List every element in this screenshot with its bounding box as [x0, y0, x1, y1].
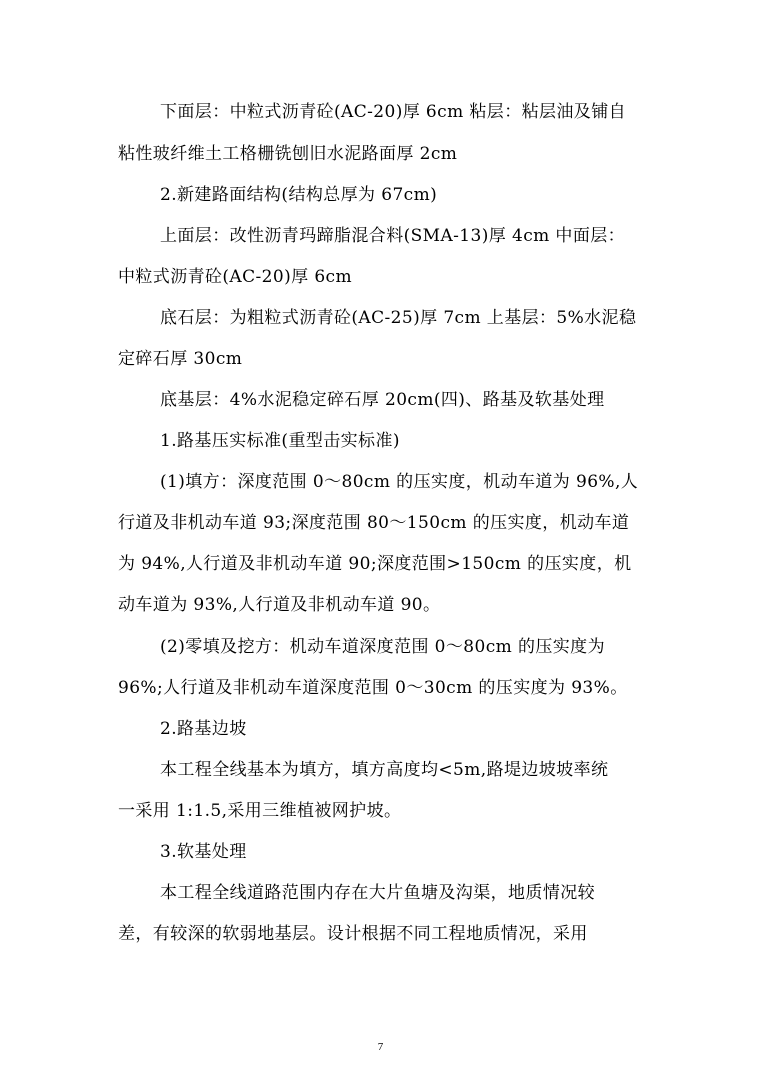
page-number: 7 [377, 1041, 384, 1053]
section-heading: 3.软基处理 [160, 842, 247, 862]
text-line: 为 94%,人行道及非机动车道 90;深度范围>150cm 的压实度，机 [118, 554, 632, 574]
text-line: 差，有较深的软弱地基层。设计根据不同工程地质情况，采用 [118, 924, 588, 944]
text-line: 定碎石厚 30cm [118, 349, 243, 369]
section-heading: 1.路基压实标准(重型击实标准) [160, 431, 400, 451]
text-line: 本工程全线基本为填方，填方高度均<5m,路堤边坡坡率统 [160, 760, 609, 780]
section-heading: 2.路基边坡 [160, 719, 247, 739]
text-line: 底石层：为粗粒式沥青砼(AC-25)厚 7cm 上基层：5%水泥稳 [160, 308, 637, 328]
text-line: 本工程全线道路范围内存在大片鱼塘及沟渠，地质情况较 [160, 883, 595, 903]
text-line: 96%;人行道及非机动车道深度范围 0～30cm 的压实度为 93%。 [118, 678, 628, 698]
text-line: (1)填方：深度范围 0～80cm 的压实度，机动车道为 96%,人 [160, 472, 639, 492]
text-line: 中粒式沥青砼(AC-20)厚 6cm [118, 267, 352, 287]
text-line: 上面层：改性沥青玛蹄脂混合料(SMA-13)厚 4cm 中面层： [160, 226, 626, 246]
text-line: 动车道为 93%,人行道及非机动车道 90。 [118, 595, 441, 615]
text-line: 行道及非机动车道 93;深度范围 80～150cm 的压实度，机动车道 [118, 513, 630, 533]
text-line: 底基层：4%水泥稳定碎石厚 20cm(四)、路基及软基处理 [160, 390, 605, 410]
text-line: 粘性玻纤维土工格栅铣刨旧水泥路面厚 2cm [118, 144, 458, 164]
text-line: 下面层：中粒式沥青砼(AC-20)厚 6cm 粘层：粘层油及铺自 [160, 102, 626, 122]
section-heading: 2.新建路面结构(结构总厚为 67cm) [160, 185, 438, 205]
text-line: (2)零填及挖方：机动车道深度范围 0～80cm 的压实度为 [160, 637, 605, 657]
text-line: 一采用 1:1.5,采用三维植被网护坡。 [118, 801, 402, 821]
